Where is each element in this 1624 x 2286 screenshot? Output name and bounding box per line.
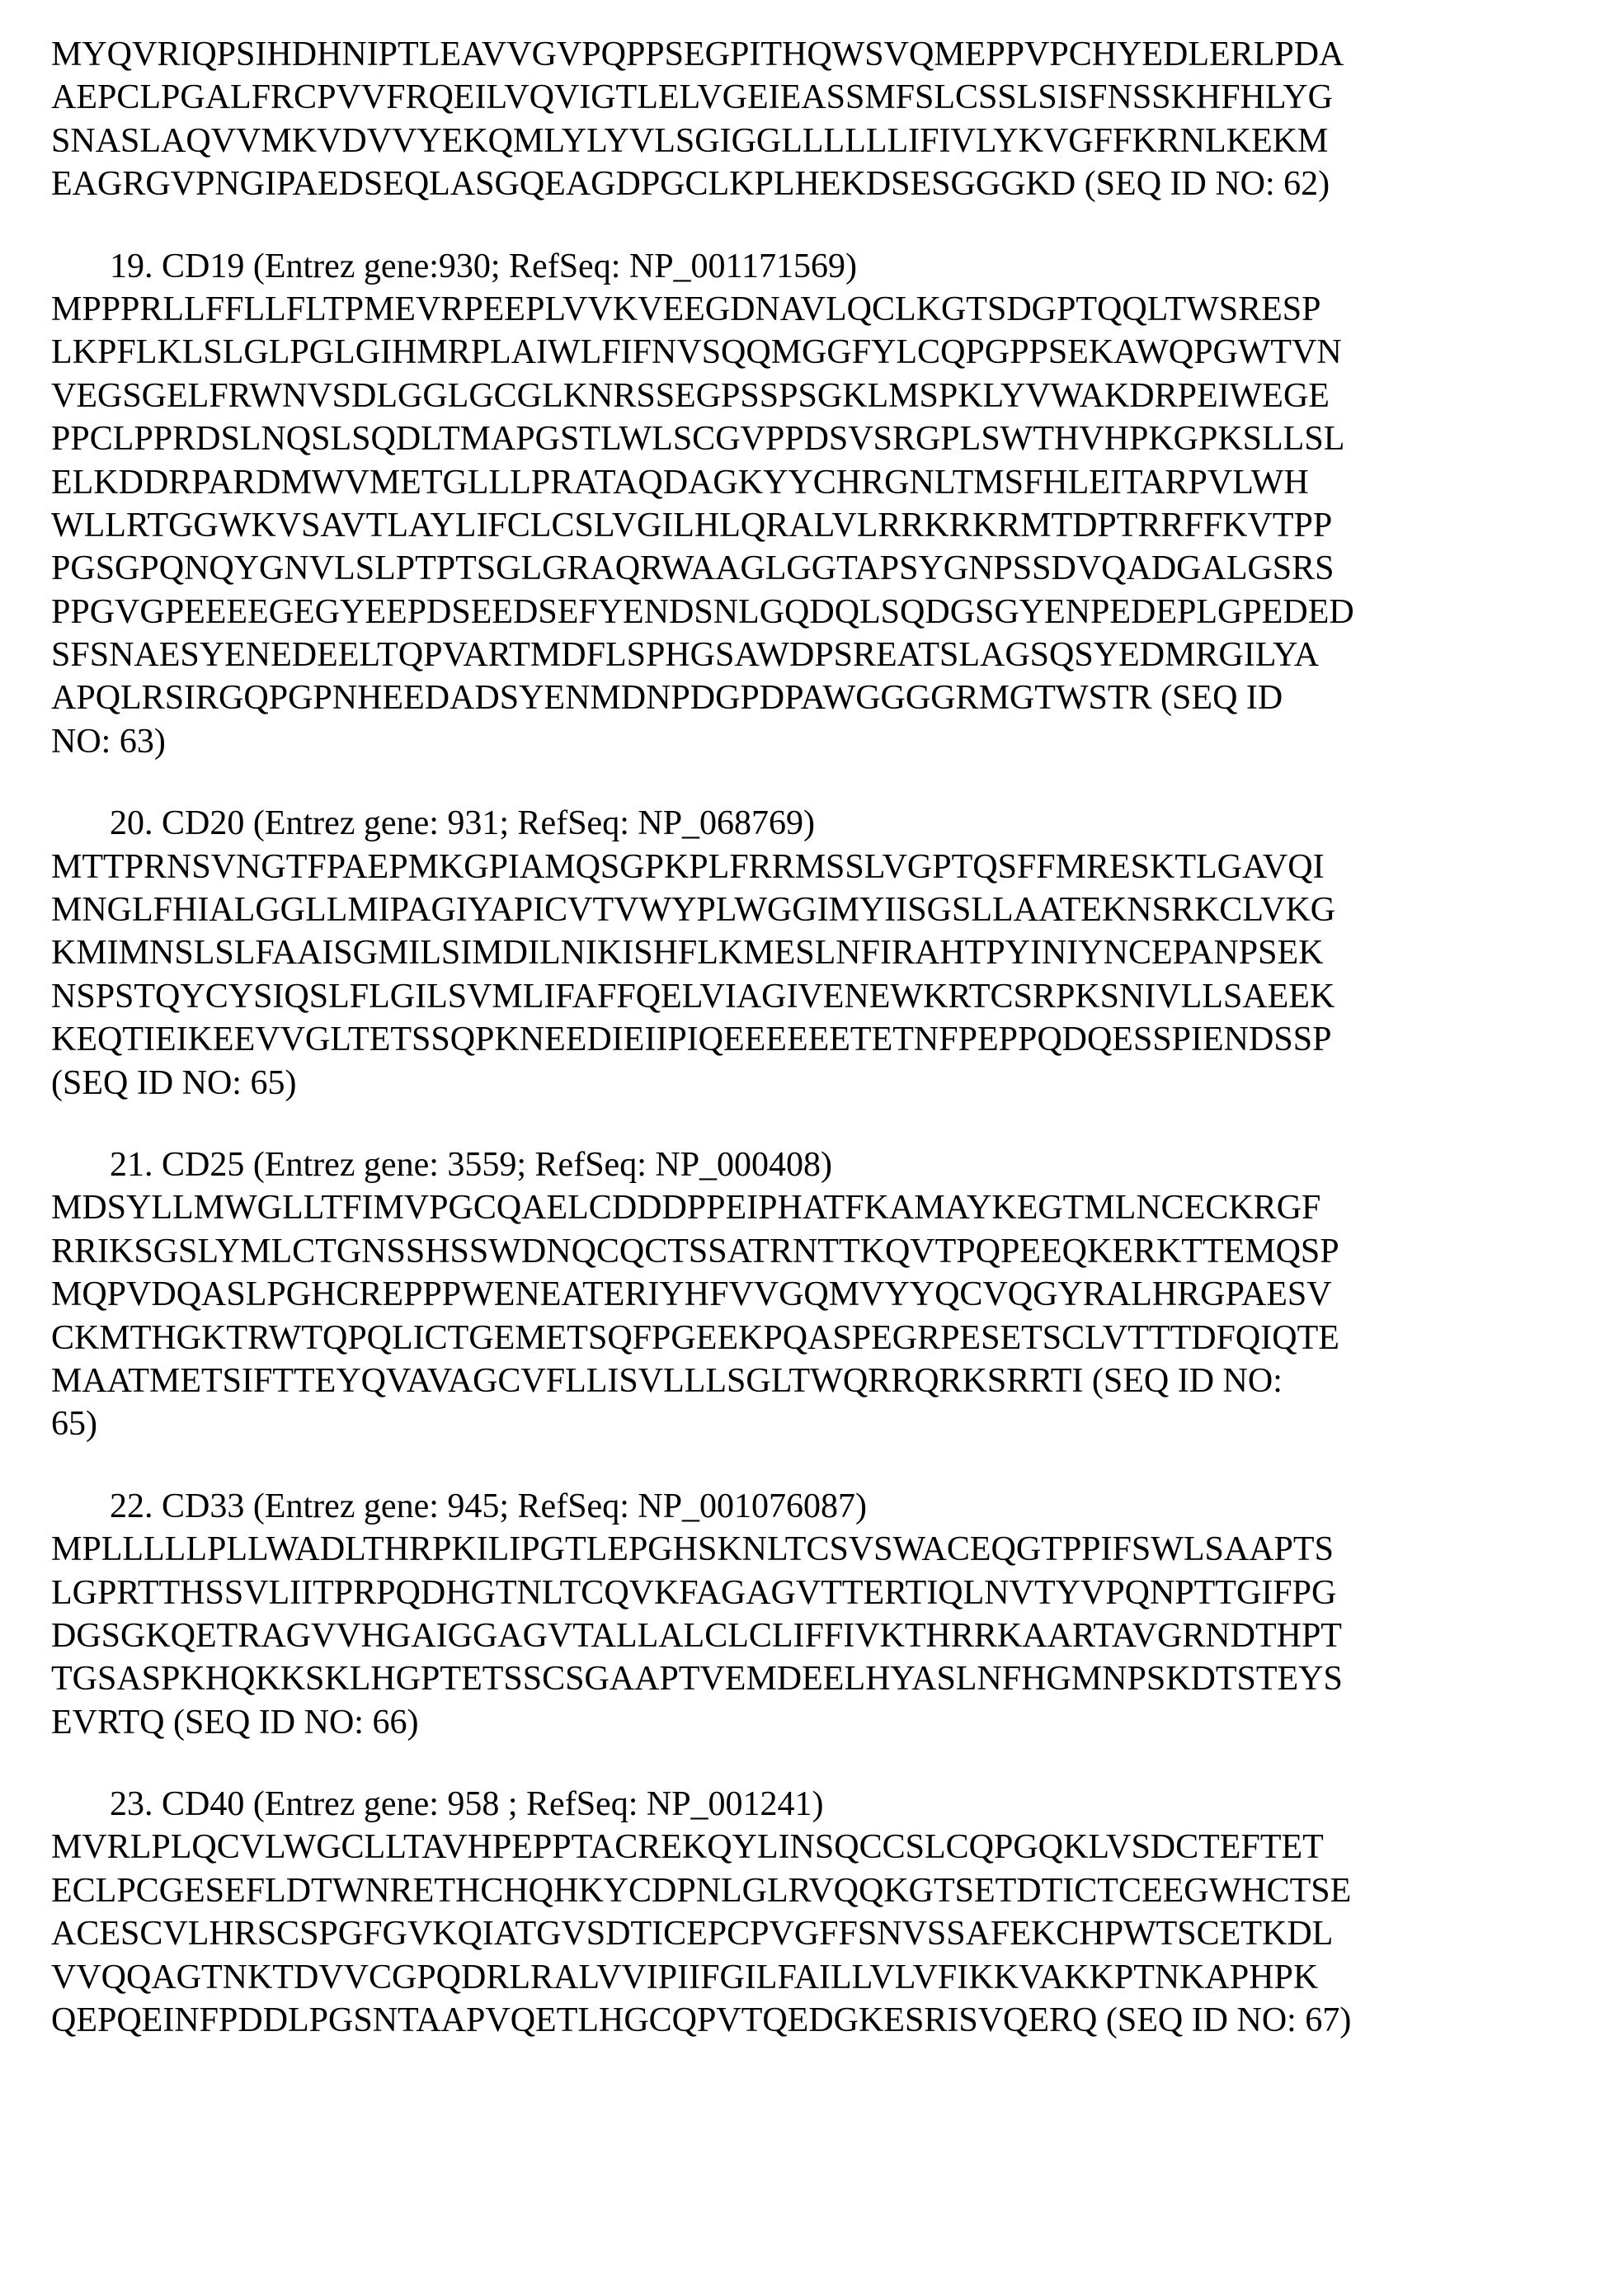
sequence-line: MPLLLLLPLLWADLTHRPKILIPGTLEPGHSKNLTCSVSWACEQGTPPIFSWLSAAPTS (51, 1528, 1624, 1571)
sequence-line: WLLRTGGWKVSAVTLAYLIFCLCSLVGILHLQRALVLRRKRKRMTDPTRRFFKVTPP (51, 504, 1624, 547)
sequence-line: MYQVRIQPSIHDHNIPTLEAVVGVPQPPSEGPITHQWSVQMEPPVPCHYEDLERLPDA (51, 33, 1624, 76)
sequence-line: EAGRGVPNGIPAEDSEQLASGQEAGDPGCLKPLHEKDSESGGGKD (SEQ ID NO: 62) (51, 163, 1624, 205)
sequence-line: MNGLFHIALGGLLMIPAGIYAPICVTVWYPLWGGIMYIISGSLLAATEKNSRKCLVKG (51, 888, 1624, 931)
sequence-line: MQPVDQASLPGHCREPPPWENEATERIYHFVVGQMVYYQCVQGYRALHRGPAESV (51, 1273, 1624, 1316)
entry-heading: 22. CD33 (Entrez gene: 945; RefSeq: NP_001076087) (51, 1485, 1624, 1528)
sequence-line: ACESCVLHRSCSPGFGVKQIATGVSDTICEPCPVGFFSNVSSAFEKCHPWTSCETKDL (51, 1912, 1624, 1955)
sequence-line: TGSASPKHQKKSKLHGPTETSSCSGAAPTVEMDEELHYASLNFHGMNPSKDTSTEYS (51, 1657, 1624, 1700)
entry-heading: 20. CD20 (Entrez gene: 931; RefSeq: NP_068769) (51, 802, 1624, 845)
sequence-line: NO: 63) (51, 720, 1624, 763)
sequence-line: (SEQ ID NO: 65) (51, 1062, 1624, 1105)
sequence-line: SNASLAQVVMKVDVVYEKQMLYLYVLSGIGGLLLLLLIFIVLYKVGFFKRNLKEKM (51, 120, 1624, 163)
sequence-line: LKPFLKLSLGLPGLGIHMRPLAIWLFIFNVSQQMGGFYLCQPGPPSEKAWQPGWTVN (51, 331, 1624, 374)
sequence-line: QEPQEINFPDDLPGSNTAAPVQETLHGCQPVTQEDGKESRISVQERQ (SEQ ID NO: 67) (51, 1999, 1624, 2042)
sequence-line: SFSNAESYENEDEELTQPVARTMDFLSPHGSAWDPSREATSLAGSQSYEDMRGILYA (51, 634, 1624, 676)
entry-heading: 19. CD19 (Entrez gene:930; RefSeq: NP_001171569) (51, 245, 1624, 288)
sequence-line: EVRTQ (SEQ ID NO: 66) (51, 1701, 1624, 1744)
sequence-line: KEQTIEIKEEVVGLTETSSQPKNEEDIEIIPIQEEEEEETETNFPEPPQDQESSPIENDSSP (51, 1018, 1624, 1061)
sequence-line: ECLPCGESEFLDTWNRETHCHQHKYCDPNLGLRVQQKGTSETDTICTCEEGWHCTSE (51, 1869, 1624, 1912)
sequence-line: MVRLPLQCVLWGCLLTAVHPEPPTACREKQYLINSQCCSLCQPGQKLVSDCTEFTET (51, 1826, 1624, 1869)
sequence-line: AEPCLPGALFRCPVVFRQEILVQVIGTLELVGEIEASSMFSLCSSLSISFNSSKHFHLYG (51, 76, 1624, 119)
sequence-line: MAATMETSIFTTEYQVAVAGCVFLLISVLLLSGLTWQRRQRKSRRTI (SEQ ID NO: (51, 1360, 1624, 1402)
sequence-line: CKMTHGKTRWTQPQLICTGEMETSQFPGEEKPQASPEGRPESETSCLVTTTDFQIQTE (51, 1317, 1624, 1360)
sequence-line: APQLRSIRGQPGPNHEEDADSYENMDNPDGPDPAWGGGGRMGTWSTR (SEQ ID (51, 676, 1624, 719)
sequence-line: MTTPRNSVNGTFPAEPMKGPIAMQSGPKPLFRRMSSLVGPTQSFFMRESKTLGAVQI (51, 846, 1624, 888)
sequence-line: MPPPRLLFFLLFLTPMEVRPEEPLVVKVEEGDNAVLQCLKGTSDGPTQQLTWSRESP (51, 288, 1624, 331)
sequence-entry (51, 1485, 1624, 1744)
sequence-line: ELKDDRPARDMWVMETGLLLPRATAQDAGKYYCHRGNLTMSFHLEITARPVLWH (51, 461, 1624, 504)
document-page (0, 0, 1624, 2042)
sequence-line: PGSGPQNQYGNVLSLPTPTSGLGRAQRWAAGLGGTAPSYGNPSSDVQADGALGSRS (51, 547, 1624, 590)
sequence-line: DGSGKQETRAGVVHGAIGGAGVTALLALCLCLIFFIVKTHRRKAARTAVGRNDTHPT (51, 1614, 1624, 1657)
sequence-line: PPCLPPRDSLNQSLSQDLTMAPGSTLWLSCGVPPDSVSRGPLSWTHVHPKGPKSLLSL (51, 417, 1624, 460)
sequence-entry (51, 802, 1624, 1105)
sequence-line: VVQQAGTNKTDVVCGPQDRLRALVVIPIIFGILFAILLVLVFIKKVAKKPTNKAPHPK (51, 1956, 1624, 1999)
sequence-entry (51, 33, 1624, 206)
entry-heading: 21. CD25 (Entrez gene: 3559; RefSeq: NP_000408) (51, 1143, 1624, 1186)
sequence-entry (51, 1783, 1624, 2042)
sequence-line: PPGVGPEEEEGEGYEEPDSEEDSEFYENDSNLGQDQLSQDGSGYENPEDEPLGPEDED (51, 591, 1624, 634)
sequence-line: RRIKSGSLYMLCTGNSSHSSWDNQCQCTSSATRNTTKQVTPQPEEQKERKTTEMQSP (51, 1230, 1624, 1273)
sequence-line: NSPSTQYCYSIQSLFLGILSVMLIFAFFQELVIAGIVENEWKRTCSRPKSNIVLLSAEEK (51, 975, 1624, 1018)
sequence-line: LGPRTTHSSVLIITPRPQDHGTNLTCQVKFAGAGVTTERTIQLNVTYVPQNPTTGIFPG (51, 1572, 1624, 1614)
sequence-line: 65) (51, 1402, 1624, 1445)
sequence-entry (51, 1143, 1624, 1446)
sequence-line: VEGSGELFRWNVSDLGGLGCGLKNRSSEGPSSPSGKLMSPKLYVWAKDRPEIWEGE (51, 375, 1624, 417)
entry-heading: 23. CD40 (Entrez gene: 958 ; RefSeq: NP_001241) (51, 1783, 1624, 1826)
sequence-entry (51, 245, 1624, 764)
sequence-line: MDSYLLMWGLLTFIMVPGCQAELCDDDPPEIPHATFKAMAYKEGTMLNCECKRGF (51, 1186, 1624, 1229)
sequence-line: KMIMNSLSLFAAISGMILSIMDILNIKISHFLKMESLNFIRAHTPYINIYNCEPANPSEK (51, 931, 1624, 974)
